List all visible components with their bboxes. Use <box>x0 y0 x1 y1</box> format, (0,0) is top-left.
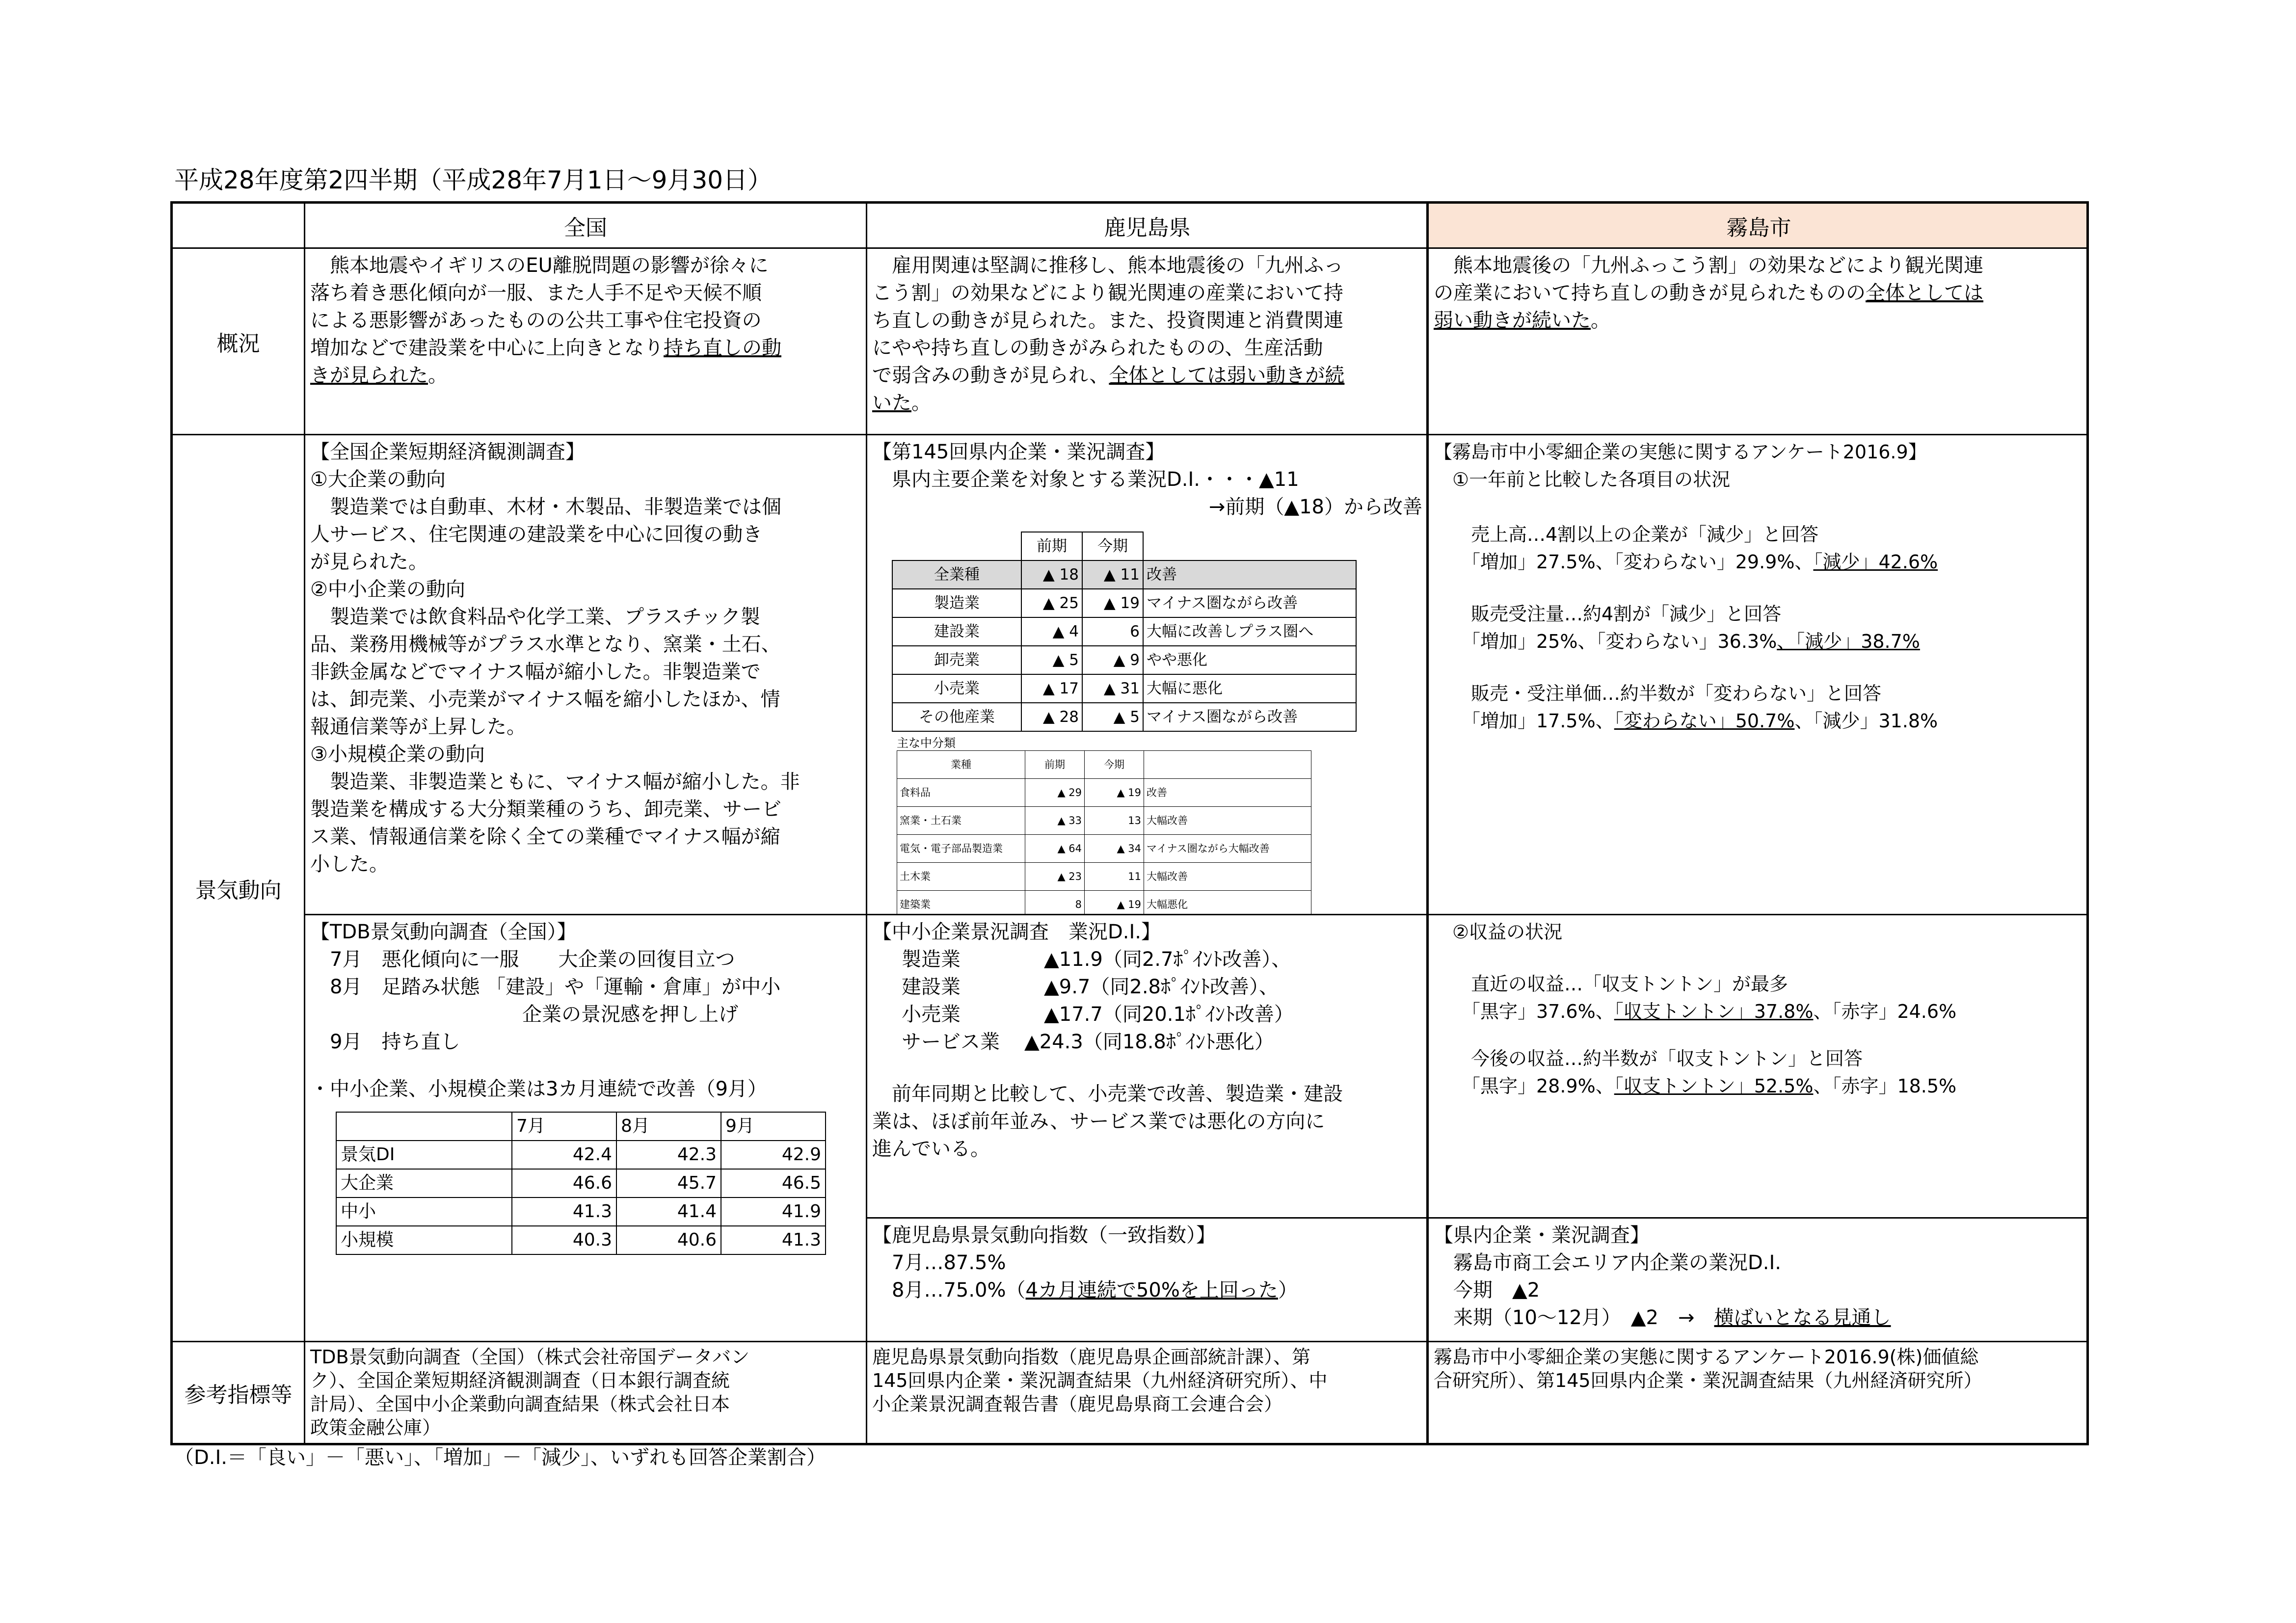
text-line: →前期（▲18）から改善 <box>1208 496 1422 518</box>
table-cell: 45.7 <box>616 1169 721 1197</box>
table-row <box>336 1169 826 1197</box>
industry-value: ▲9.7（同2.8ﾎﾟｲﾝﾄ改善）、 <box>1044 976 1279 998</box>
text-line: 8月…75.0%（ <box>872 1279 1026 1302</box>
gyokyo-main-table <box>892 532 1357 732</box>
text-line: ） <box>1278 1279 1298 1302</box>
table-cell: 大幅に改善しプラス圏へ <box>1143 617 1356 646</box>
table-header-cell: 前期 <box>1025 751 1085 779</box>
keiki-kagoshima-gyokyo <box>867 435 1429 915</box>
table-cell: 41.9 <box>721 1197 826 1226</box>
table-cell: 46.5 <box>721 1169 826 1197</box>
section-title: ②収益の状況 <box>1434 921 1563 943</box>
section-title: 【霧島市中小零細企業の実態に関するアンケート2016.9】 <box>1434 441 1927 463</box>
header-kirishima: 霧島市 <box>1429 204 2089 249</box>
table-cell: 大幅改善 <box>1144 807 1311 835</box>
table-cell: やや悪化 <box>1143 646 1356 674</box>
table-cell: 6 <box>1082 617 1143 646</box>
section-title: 【鹿児島県景気動向指数（一致指数）】 <box>872 1224 1216 1247</box>
underlined-text: 、「減少」38.7% <box>1777 631 1920 652</box>
text-line: ス業、情報通信業を除く全ての業種でマイナス幅が縮 <box>310 825 780 848</box>
keiki-kagoshima-chusho <box>867 915 1429 1219</box>
gaikyo-kagoshima <box>867 249 1429 435</box>
sub-table-caption: 主な中分類 <box>897 736 956 750</box>
text-line: 品、業務用機械等がプラス水準となり、窯業・土石、 <box>310 633 781 656</box>
table-row <box>892 646 1356 674</box>
section-title: 【TDB景気動向調査（全国）】 <box>310 921 577 943</box>
text-line: ク）、全国企業短期経済観測調査（日本銀行調査統 <box>310 1370 730 1391</box>
text-line: 「増加」25%、「変わらない」36.3% <box>1434 631 1777 652</box>
text-line: 雇用関連は堅調に推移し、熊本地震後の「九州ふっ <box>872 254 1343 277</box>
table-header-cell <box>1143 532 1356 560</box>
table-header-row <box>336 1112 826 1141</box>
row-label-sanko: 参考指標等 <box>173 1342 305 1443</box>
industry-value: ▲24.3（同18.8ﾎﾟｲﾝﾄ悪化） <box>1024 1031 1274 1053</box>
table-cell: ▲ 33 <box>1025 807 1085 835</box>
text-line: 落ち着き悪化傾向が一服、また人手不足や天候不順 <box>310 282 762 304</box>
text-line: 製造業を構成する大分類業種のうち、卸売業、サービ <box>310 798 781 821</box>
table-cell: ▲ 19 <box>1082 589 1143 617</box>
table-row <box>892 560 1356 589</box>
section-title: 【県内企業・業況調査】 <box>1434 1224 1650 1247</box>
table-cell: 42.4 <box>512 1141 616 1169</box>
table-header-cell: 今期 <box>1085 751 1144 779</box>
text-line: 鹿児島県景気動向指数（鹿児島県企画部統計課）、第 <box>872 1346 1311 1368</box>
table-cell: 8 <box>1025 891 1085 916</box>
table-cell: 42.9 <box>721 1141 826 1169</box>
text-line: 来期（10～12月） ▲2 → <box>1434 1306 1714 1329</box>
header-kagoshima: 鹿児島県 <box>867 204 1429 249</box>
industry-label: サービス業 <box>902 1031 1000 1053</box>
table-cell: ▲ 23 <box>1025 863 1085 891</box>
table-header-cell <box>892 532 1021 560</box>
text-line: 業は、ほぼ前年並み、サービス業では悪化の方向に <box>872 1110 1325 1133</box>
keiki-kirishima-shokokai <box>1429 1219 2089 1342</box>
table-cell: 40.6 <box>616 1226 721 1254</box>
underlined-text: 「収支トントン」52.5% <box>1614 1075 1814 1097</box>
table-cell: ▲ 4 <box>1021 617 1082 646</box>
table-cell: 製造業 <box>892 589 1021 617</box>
table-row <box>897 779 1311 807</box>
text-line: ①一年前と比較した各項目の状況 <box>1434 469 1731 490</box>
text-line: 、「減少」31.8% <box>1794 710 1938 732</box>
sanko-kirishima <box>1429 1342 2089 1443</box>
text-line: 熊本地震やイギリスのEU離脱問題の影響が徐々に <box>310 254 769 277</box>
text-line: 小企業景況調査報告書（鹿児島県商工会連合会） <box>872 1393 1283 1415</box>
table-header-row <box>897 751 1311 779</box>
table-cell: 全業種 <box>892 560 1021 589</box>
table-cell: マイナス圏ながら改善 <box>1143 589 1356 617</box>
text-line: 熊本地震後の「九州ふっこう割」の効果などにより観光関連 <box>1434 254 1983 277</box>
text-line: 企業の景況感を押し上げ <box>522 1003 738 1026</box>
keiki-kagoshima-index <box>867 1219 1429 1342</box>
text-end: 。 <box>1591 309 1610 332</box>
text-end: 。 <box>911 392 931 414</box>
report-table <box>170 201 2089 1445</box>
text-line: 製造業では自動車、木材・木製品、非製造業では個 <box>310 496 781 518</box>
text-line: 合研究所）、第145回県内企業・業況調査結果（九州経済研究所） <box>1434 1370 1982 1391</box>
text-line: 「黒字」28.9%、 <box>1434 1075 1614 1097</box>
table-cell: 小規模 <box>336 1226 512 1254</box>
text-line: にやや持ち直しの動きがみられたものの、生産活動 <box>872 337 1323 359</box>
sanko-zenkoku <box>305 1342 867 1443</box>
table-row <box>336 1141 826 1169</box>
section-title: 【全国企業短期経済観測調査】 <box>310 441 585 463</box>
table-cell: 小売業 <box>892 674 1021 703</box>
text-line: 7月 悪化傾向に一服 大企業の回復目立つ <box>310 948 735 971</box>
table-cell: 改善 <box>1143 560 1356 589</box>
text-line: ①大企業の動向 <box>310 468 446 491</box>
table-row <box>897 835 1311 863</box>
table-row <box>897 807 1311 835</box>
keiki-zenkoku-tankan <box>305 435 867 915</box>
table-cell: ▲ 11 <box>1082 560 1143 589</box>
text-line: の産業において持ち直しの動きが見られたものの <box>1434 282 1866 304</box>
text-line: 製造業、非製造業ともに、マイナス幅が縮小した。非 <box>310 771 800 793</box>
table-cell: 11 <box>1085 863 1144 891</box>
table-cell: 卸売業 <box>892 646 1021 674</box>
row-label-gaikyo: 概況 <box>173 249 305 435</box>
table-cell: その他産業 <box>892 703 1021 731</box>
table-cell: ▲ 64 <box>1025 835 1085 863</box>
text-line: 8月 足踏み状態 「建設」や「運輸・倉庫」が中小 <box>310 976 781 998</box>
table-cell: 大幅に悪化 <box>1143 674 1356 703</box>
underlined-text: いた <box>872 392 911 414</box>
text-line: 、「赤字」18.5% <box>1813 1075 1957 1097</box>
underlined-text: 持ち直しの動 <box>664 337 781 359</box>
table-cell: ▲ 18 <box>1021 560 1082 589</box>
table-cell: 40.3 <box>512 1226 616 1254</box>
text-line: 販売・受注単価…約半数が「変わらない」と回答 <box>1434 683 1882 704</box>
text-line: 県内主要企業を対象とする業況D.I.・・・▲11 <box>872 468 1299 491</box>
table-cell: ▲ 5 <box>1082 703 1143 731</box>
table-row <box>892 674 1356 703</box>
table-cell: ▲ 25 <box>1021 589 1082 617</box>
table-cell: 改善 <box>1144 779 1311 807</box>
table-cell: 41.4 <box>616 1197 721 1226</box>
text-line: による悪影響があったものの公共工事や住宅投資の <box>310 309 762 332</box>
text-line: 増加などで建設業を中心に上向きとなり <box>310 337 664 359</box>
text-line: 人サービス、住宅関連の建設業を中心に回復の動き <box>310 523 763 546</box>
table-cell: 景気DI <box>336 1141 512 1169</box>
text-line: は、卸売業、小売業がマイナス幅を縮小したほか、情 <box>310 688 780 711</box>
underlined-text: 全体としては弱い動きが続 <box>1109 364 1345 387</box>
table-row <box>897 891 1311 916</box>
text-line: 霧島市商工会エリア内企業の業況D.I. <box>1434 1251 1782 1274</box>
underlined-text: 「変わらない」50.7% <box>1614 710 1795 732</box>
table-header-cell: 7月 <box>512 1112 616 1141</box>
text-line: 「増加」27.5%、「変わらない」29.9%、 <box>1434 551 1814 573</box>
table-cell: 建築業 <box>897 891 1025 916</box>
text-line: 、「赤字」24.6% <box>1813 1001 1957 1022</box>
table-cell: 46.6 <box>512 1169 616 1197</box>
page-title: 平成28年度第2四半期（平成28年7月1日～9月30日） <box>174 166 773 194</box>
underlined-text: 弱い動きが続いた <box>1434 309 1591 332</box>
text-line: 前年同期と比較して、小売業で改善、製造業・建設 <box>872 1083 1343 1105</box>
text-line: 霧島市中小零細企業の実態に関するアンケート2016.9(株)価値総 <box>1434 1346 1979 1368</box>
table-cell: 建設業 <box>892 617 1021 646</box>
table-cell: 42.3 <box>616 1141 721 1169</box>
text-line: 進んでいる。 <box>872 1138 990 1160</box>
table-cell: ▲ 9 <box>1082 646 1143 674</box>
table-cell: 土木業 <box>897 863 1025 891</box>
table-cell: ▲ 17 <box>1021 674 1082 703</box>
table-header-cell: 8月 <box>616 1112 721 1141</box>
table-cell: マイナス圏ながら改善 <box>1143 703 1356 731</box>
industry-label: 建設業 <box>902 976 961 998</box>
table-cell: 41.3 <box>512 1197 616 1226</box>
table-header-cell <box>1144 751 1311 779</box>
industry-label: 小売業 <box>902 1003 961 1026</box>
table-cell: ▲ 19 <box>1085 779 1144 807</box>
underlined-text: 4カ月連続で50%を上回った <box>1025 1279 1278 1302</box>
text-line: ②中小企業の動向 <box>310 578 465 601</box>
text-line: が見られた。 <box>310 551 428 573</box>
table-header-cell: 業種 <box>897 751 1025 779</box>
section-title: 【中小企業景況調査 業況D.I.】 <box>872 921 1161 943</box>
tdb-di-table <box>336 1112 826 1255</box>
keiki-kirishima-survey <box>1429 435 2089 915</box>
underlined-text: 「減少」42.6% <box>1813 551 1938 573</box>
table-cell: ▲ 5 <box>1021 646 1082 674</box>
table-cell: 大幅改善 <box>1144 863 1311 891</box>
table-cell: 41.3 <box>721 1226 826 1254</box>
underlined-text: きが見られた <box>310 364 428 387</box>
text-line: 小した。 <box>310 853 389 876</box>
table-cell: ▲ 29 <box>1025 779 1085 807</box>
table-row <box>892 703 1356 731</box>
table-cell: ▲ 31 <box>1082 674 1143 703</box>
underlined-text: 「収支トントン」37.8% <box>1614 1001 1814 1022</box>
underlined-text: 横ばいとなる見通し <box>1714 1306 1891 1329</box>
table-header-cell: 前期 <box>1021 532 1082 560</box>
text-line: TDB景気動向調査（全国）（株式会社帝国データバン <box>310 1346 750 1368</box>
section-title: 【第145回県内企業・業況調査】 <box>872 441 1165 463</box>
industry-label: 製造業 <box>902 948 961 971</box>
text-line: 今後の収益…約半数が「収支トントン」と回答 <box>1434 1048 1863 1069</box>
sanko-kagoshima <box>867 1342 1429 1443</box>
header-corner <box>173 204 305 249</box>
table-cell: 中小 <box>336 1197 512 1226</box>
underlined-text: 全体としては <box>1866 282 1983 304</box>
table-cell: 窯業・土石業 <box>897 807 1025 835</box>
table-cell: ▲ 19 <box>1085 891 1144 916</box>
text-line: 報通信業等が上昇した。 <box>310 716 526 738</box>
text-line: 製造業では飲食料品や化学工業、プラスチック製 <box>310 606 760 628</box>
text-line: ち直しの動きが見られた。また、投資関連と消費関連 <box>872 309 1343 332</box>
text-line: 今期 ▲2 <box>1434 1279 1540 1302</box>
text-line: こう割」の効果などにより観光関連の産業において持 <box>872 282 1343 304</box>
table-row <box>892 589 1356 617</box>
table-cell: 大幅悪化 <box>1144 891 1311 916</box>
gaikyo-zenkoku <box>305 249 867 435</box>
text-line: 売上高…4割以上の企業が「減少」と回答 <box>1434 524 1819 545</box>
text-line: 計局）、全国中小企業動向調査結果（株式会社日本 <box>310 1393 730 1415</box>
table-cell: ▲ 34 <box>1085 835 1144 863</box>
table-row <box>897 863 1311 891</box>
text-line: ・中小企業、小規模企業は3カ月連続で改善（9月） <box>310 1078 767 1100</box>
text-line: 「黒字」37.6%、 <box>1434 1001 1614 1022</box>
text-line: 政策金融公庫） <box>310 1417 441 1438</box>
table-header-cell: 9月 <box>721 1112 826 1141</box>
text-line: 直近の収益…「収支トントン」が最多 <box>1434 973 1789 995</box>
table-cell: マイナス圏ながら大幅改善 <box>1144 835 1311 863</box>
table-header-row <box>892 532 1356 560</box>
row-label-keiki: 景気動向 <box>173 435 305 1342</box>
text-line: 非鉄金属などでマイナス幅が縮小した。非製造業で <box>310 661 761 683</box>
text-line: で弱含みの動きが見られ、 <box>872 364 1109 387</box>
footnote: （D.I.＝「良い」－「悪い」、「増加」－「減少」、いずれも回答企業割合） <box>174 1446 827 1469</box>
gyokyo-sub-table <box>897 750 1311 915</box>
text-line: ③小規模企業の動向 <box>310 743 485 766</box>
text-line: 9月 持ち直し <box>310 1031 460 1053</box>
text-line: 「増加」17.5%、 <box>1434 710 1614 732</box>
table-row <box>336 1226 826 1254</box>
text-line: 145回県内企業・業況調査結果（九州経済研究所）、中 <box>872 1370 1328 1391</box>
industry-value: ▲17.7（同20.1ﾎﾟｲﾝﾄ改善） <box>1044 1003 1294 1026</box>
table-row <box>892 617 1356 646</box>
table-cell: 13 <box>1085 807 1144 835</box>
keiki-kirishima-profit <box>1429 915 2089 1219</box>
keiki-zenkoku-tdb <box>305 915 867 1342</box>
table-cell: 食料品 <box>897 779 1025 807</box>
table-cell: ▲ 28 <box>1021 703 1082 731</box>
industry-value: ▲11.9（同2.7ﾎﾟｲﾝﾄ改善）、 <box>1044 948 1291 971</box>
table-cell: 電気・電子部品製造業 <box>897 835 1025 863</box>
text-end: 。 <box>428 364 448 387</box>
text-line: 7月…87.5% <box>872 1251 1006 1274</box>
table-cell: 大企業 <box>336 1169 512 1197</box>
text-line: 販売受注量…約4割が「減少」と回答 <box>1434 603 1782 625</box>
header-zenkoku: 全国 <box>305 204 867 249</box>
gaikyo-kirishima <box>1429 249 2089 435</box>
table-row <box>336 1197 826 1226</box>
table-header-cell <box>336 1112 512 1141</box>
table-header-cell: 今期 <box>1082 532 1143 560</box>
